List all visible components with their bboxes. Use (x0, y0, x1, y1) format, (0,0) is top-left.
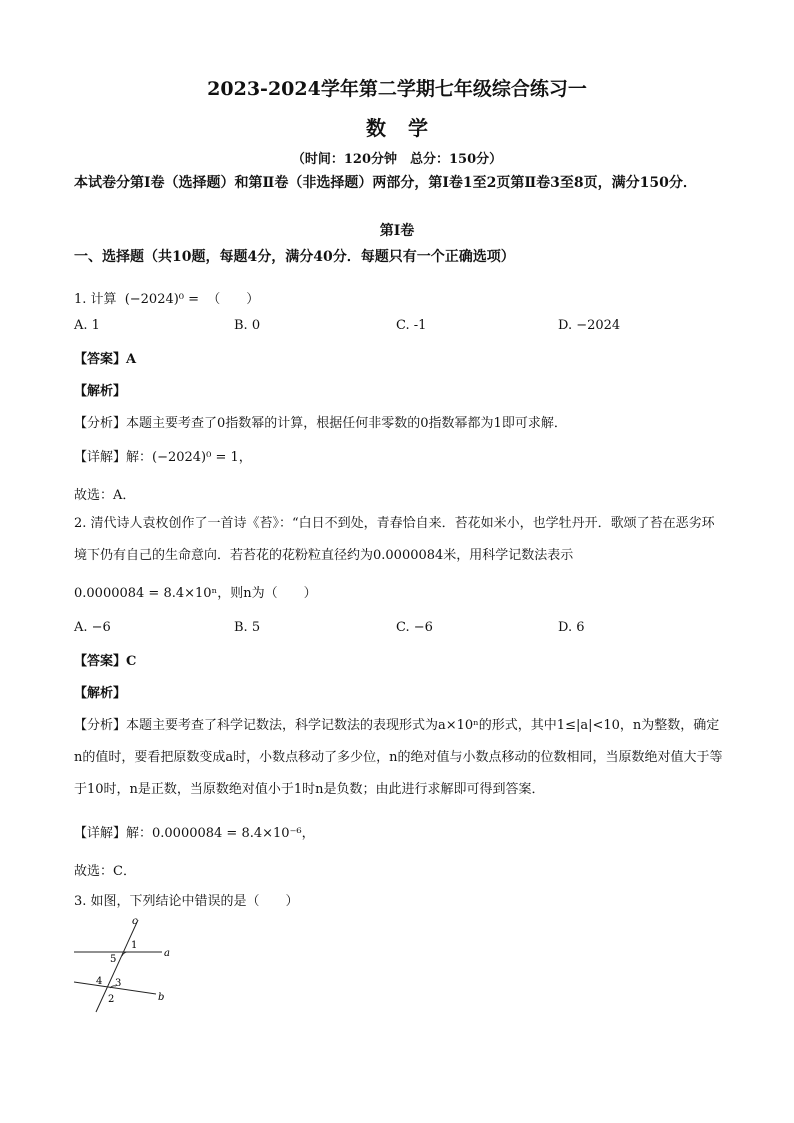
q3-stem: 3. 如图，下列结论中错误的是（ ） (74, 894, 299, 909)
section-title: 一、选择题（共10题，每题4分，满分40分．每题只有一个正确选项） (74, 249, 515, 265)
q1-stem (74, 288, 259, 307)
line-c (96, 920, 138, 1012)
q2-option-c: C. −6 (396, 620, 433, 635)
q3-figure (70, 912, 180, 1016)
time-info: （时间：120分钟 总分：150分） (291, 152, 503, 167)
q2-stem-line3: 0.0000084 = 8.4×10ⁿ，则n为（ ） (74, 586, 317, 601)
q1-option-b: B. 0 (234, 318, 261, 333)
subject-title: 数学 (366, 116, 450, 140)
q1-stem-prefix: 1. 计算 (74, 292, 117, 307)
volume-title: 第Ⅰ卷 (379, 223, 415, 239)
q1-option-c: C. -1 (396, 318, 427, 333)
label-1: 1 (131, 940, 138, 951)
label-a: a (164, 948, 170, 959)
q2-choose: 故选：C． (74, 864, 136, 879)
q1-detail: 【详解】解：(−2024)⁰ = 1， (74, 450, 252, 465)
page-title: 2023-2024学年第二学期七年级综合练习一 (207, 78, 587, 100)
intro-text: 本试卷分第Ⅰ卷（选择题）和第Ⅱ卷（非选择题）两部分，第Ⅰ卷1至2页第Ⅱ卷3至8页，满分150分． (74, 175, 697, 191)
q2-fenxi: 【分析】本题主要考查了科学记数法，科学记数法的表现形式为a×10ⁿ的形式，其中1≤|a|<10，n为整数，确定n的值时，要看把原数变成a时，小数点移动了多少位，n的绝对值与小数点移动的位数相同，当原数绝对值大于等于10时，n是正数，当原数绝对值小于1时n是负数；由此进行求解即可得到答案． (74, 718, 723, 797)
label-c: c (132, 916, 138, 927)
q2-answer: 【答案】C (74, 654, 137, 669)
label-3: 3 (115, 978, 122, 989)
q1-option-a: A. 1 (74, 318, 100, 333)
q1-stem-expr: (−2024)⁰ = (124, 292, 200, 307)
q2-analysis: 【解析】 (74, 686, 127, 701)
label-4: 4 (96, 976, 103, 987)
q1-option-d: D. −2024 (558, 318, 621, 333)
q2-detail: 【详解】解：0.0000084 = 8.4×10⁻⁶， (74, 826, 315, 841)
label-2: 2 (108, 994, 115, 1005)
q1-fenxi: 【分析】本题主要考查了0指数幂的计算，根据任何非零数的0指数幂都为1即可求解． (74, 416, 567, 431)
q1-choose: 故选：A． (74, 488, 136, 503)
q2-stem: 2. 清代诗人袁枚创作了一首诗《苔》：“白日不到处，青春恰自来．苔花如米小，也学牡丹开．歌颂了苔在恶劣环境下仍有自己的生命意向．若苔花的花粉粒直径约为0.0000084米，用科学记数法表示 (74, 516, 715, 563)
q2-option-a: A. −6 (74, 620, 111, 635)
q1-analysis: 【解析】 (74, 384, 127, 399)
q1-answer: 【答案】A (74, 352, 137, 367)
label-5: 5 (110, 954, 117, 965)
label-b: b (158, 992, 165, 1003)
q1-stem-suffix: （ ） (207, 292, 260, 307)
q2-option-b: B. 5 (234, 620, 261, 635)
q2-option-d: D. 6 (558, 620, 585, 635)
